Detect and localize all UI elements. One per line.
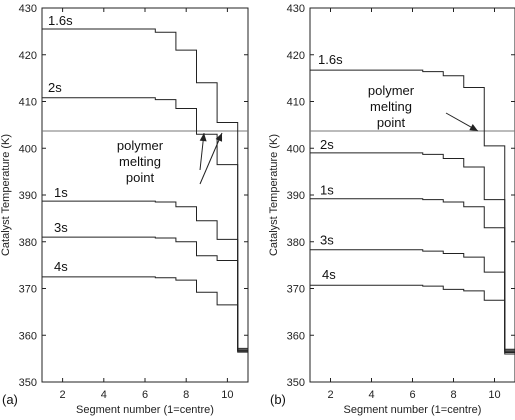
panel-a-y-tick-label: 400 xyxy=(18,143,37,156)
panel-b-annotation-text: melting xyxy=(370,99,412,114)
panel-a-y-tick-label: 410 xyxy=(18,96,37,109)
panel-a-y-tick-label: 380 xyxy=(18,236,37,249)
panel-a-x-tick-label: 8 xyxy=(183,389,190,401)
panel-a-x-tick-label: 2 xyxy=(59,389,66,401)
panel-a-label: (a) xyxy=(2,392,18,407)
panel-b-x-tick-label: 10 xyxy=(488,389,501,401)
panel-b-label: (b) xyxy=(270,392,286,407)
panel-a-series-label: 1.6s xyxy=(48,13,73,29)
panel-a-annotation-text: melting xyxy=(119,154,161,169)
panel-a-x-tick-label: 10 xyxy=(221,389,234,401)
panel-b-y-tick-label: 390 xyxy=(286,190,305,202)
panel-b-series-label: 4s xyxy=(322,267,336,283)
panel-b-y-tick-label: 360 xyxy=(286,330,305,343)
panel-b-annotation-text: polymer xyxy=(367,83,415,98)
panel-a-y-axis-title: Catalyst Temperature (K) xyxy=(0,133,12,257)
panel-b-x-tick-label: 4 xyxy=(368,389,375,401)
panel-b-y-tick-label: 400 xyxy=(286,143,305,156)
panel-a-y-tick-label: 360 xyxy=(18,330,37,343)
panel-b-series-label: 3s xyxy=(320,232,334,248)
panel-a-x-axis-title: Segment number (1=centre) xyxy=(76,404,214,416)
panel-b-y-tick-label: 370 xyxy=(286,283,305,296)
panel-a-series-label: 3s xyxy=(54,220,68,236)
panel-a-y-tick-label: 390 xyxy=(18,190,37,202)
panel-b-x-tick-label: 8 xyxy=(450,389,457,401)
panel-b-y-tick-label: 410 xyxy=(286,96,305,109)
panel-a-series-label: 2s xyxy=(48,79,62,95)
panel-a-y-tick-label: 370 xyxy=(18,283,37,296)
panel-a-series-label: 4s xyxy=(54,258,68,274)
panel-a-x-tick-label: 4 xyxy=(100,389,107,401)
panel-a-plot-frame xyxy=(42,8,248,382)
panel-b-x-tick-label: 6 xyxy=(409,389,416,401)
panel-a-y-tick-label: 350 xyxy=(18,377,37,389)
panel-b-x-tick-label: 2 xyxy=(327,389,334,401)
panel-a-series-label: 1s xyxy=(54,185,68,201)
panel-b-y-tick-label: 430 xyxy=(286,3,305,15)
panel-b-y-tick-label: 350 xyxy=(286,377,305,389)
panel-b-x-axis-title: Segment number (1=centre) xyxy=(343,404,482,416)
panel-a-y-tick-label: 430 xyxy=(18,3,37,15)
panel-b-y-axis-title: Catalyst Temperature (K) xyxy=(268,133,280,257)
panel-a-annotation-text: point xyxy=(125,170,155,185)
panel-a-y-tick-label: 420 xyxy=(18,49,37,62)
panel-b-series-label: 1.6s xyxy=(318,52,343,68)
panel-a-annotation-text: polymer xyxy=(116,138,164,153)
panel-a-x-tick-label: 6 xyxy=(141,389,149,401)
panel-b-series-label: 1s xyxy=(320,182,334,198)
panel-b-series-label: 2s xyxy=(320,136,334,152)
panel-b-y-tick-label: 380 xyxy=(286,236,305,249)
panel-b-annotation-text: point xyxy=(376,115,406,130)
panel-b-y-tick-label: 420 xyxy=(286,49,305,62)
